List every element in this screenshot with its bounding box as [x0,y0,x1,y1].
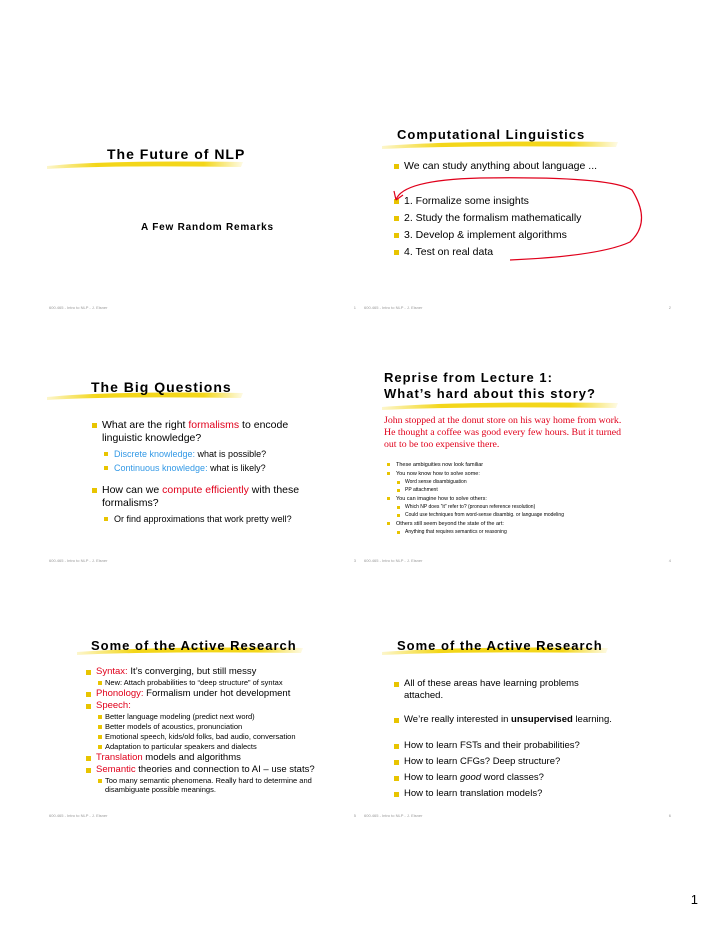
list-item: 2. Study the formalism mathematically [393,212,671,225]
list-item: What are the right formalisms to encode linguistic knowledge? [91,419,319,445]
list-item: Better language modeling (predict next word) [85,712,353,721]
list-item: We’re really interested in unsupervised learning. [393,714,671,726]
list-item: Or find approximations that work pretty well? [91,514,319,525]
list-item: These ambiguities now look familiar [386,461,669,469]
list-item: 1. Formalize some insights [393,195,671,208]
bullet-list [91,419,319,528]
list-item: How can we compute efficiently with these formalisms? [91,484,319,510]
list-item: Continuous knowledge: what is likely? [91,463,319,474]
list-item: Emotional speech, kids/old folks, bad audio, conversation [85,732,353,741]
slide-title: Some of the Active Research [91,638,297,653]
list-item: How to learn FSTs and their probabilities? [393,740,671,752]
slide-footer: 600.465 - Intro to NLP - J. Eisner 4 [364,558,671,563]
list-item: 3. Develop & implement algorithms [393,229,671,242]
list-item: PP attachment [386,487,669,494]
slide-title: Computational Linguistics [397,127,586,142]
list-item: Which NP does “it” refer to? (pronoun reference resolution) [386,504,669,511]
slide-6 [360,620,675,820]
list-item: We can study anything about language ... [393,160,671,173]
bullet-list [85,666,353,795]
bullet-list [393,678,671,804]
slide-2 [360,112,675,312]
slide-footer: 600.465 - Intro to NLP - J. Eisner 6 [364,813,671,818]
list-item: Translation models and algorithms [85,752,353,763]
list-item: Others still seem beyond the state of the art: [386,520,669,528]
slide-3 [45,365,360,565]
slide-footer: 600.465 - Intro to NLP - J. Eisner 1 [49,305,356,310]
slide-title: The Big Questions [91,379,232,395]
story-text: John stopped at the donut store on his way home from work. He thought a coffee was good every few hours. But it turned out to be too expensive there. [384,415,622,450]
list-item: Too many semantic phenomena. Really hard to determine and disambiguate possible meanings. [85,776,325,794]
slide-subtitle: A Few Random Remarks [141,222,274,233]
list-item: Anything that requires semantics or reasoning [386,529,669,536]
list-item: You can imagine how to solve others: [386,495,669,503]
slide-footer: 600.465 - Intro to NLP - J. Eisner 5 [49,813,356,818]
list-item: Speech: [85,700,353,711]
list-item: 4. Test on real data [393,246,671,259]
page-number: 1 [690,892,698,907]
list-item: Adaptation to particular speakers and dialects [85,742,353,751]
slide-footer: 600.465 - Intro to NLP - J. Eisner 3 [49,558,356,563]
list-item: How to learn good word classes? [393,772,671,784]
list-item: New: Attach probabilities to “deep structure” of syntax [85,678,353,687]
list-item: Phonology: Formalism under hot development [85,688,353,699]
list-item: Word sense disambiguation [386,479,669,486]
slide-title-line-1: Reprise from Lecture 1: [384,370,553,385]
slide-1 [45,112,360,312]
slide-4 [360,365,675,565]
slide-5 [45,620,360,820]
slide-footer: 600.465 - Intro to NLP - J. Eisner 2 [364,305,671,310]
slide-title: The Future of NLP [107,146,246,162]
bullet-list [386,461,669,537]
slide-title-line-2: What’s hard about this story? [384,386,596,401]
list-item: Could use techniques from word-sense disambig. or language modeling [386,512,669,519]
list-item: How to learn CFGs? Deep structure? [393,756,671,768]
list-item: Syntax: It’s converging, but still messy [85,666,353,677]
loop-arrow-annotation [360,112,675,312]
list-item: Better models of acoustics, pronunciation [85,722,353,731]
list-item: All of these areas have learning problems attached. [393,678,604,702]
list-item: You now know how to solve some: [386,470,669,478]
slide-title: Some of the Active Research [397,638,603,653]
list-item: Semantic theories and connection to AI – use stats? [85,764,353,775]
list-item: Discrete knowledge: what is possible? [91,449,319,460]
list-item: How to learn translation models? [393,788,671,800]
